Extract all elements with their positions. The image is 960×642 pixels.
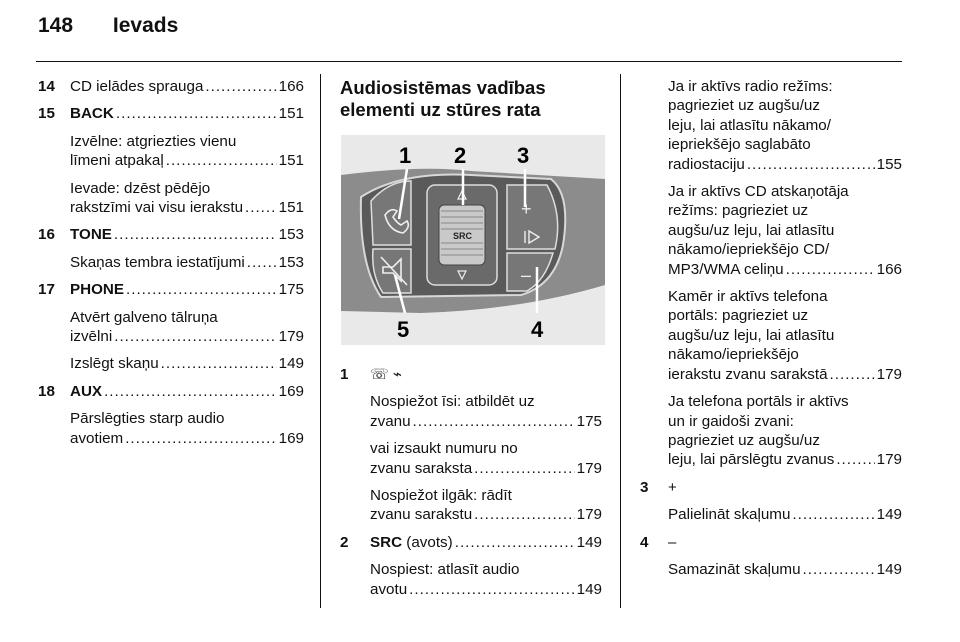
entry-line: [668, 450, 902, 469]
entry-text: [370, 505, 472, 524]
entry-keyword: SRC: [370, 533, 403, 551]
entry-line: [70, 179, 304, 198]
page-reference: 179: [876, 365, 902, 383]
index-entry: [38, 132, 304, 171]
leader-dots: [474, 459, 575, 478]
entry-line: [668, 306, 902, 325]
heading-line-2: elementi uz stūres rata: [340, 99, 541, 120]
page-reference: 179: [576, 506, 602, 524]
entry-label: ierakstu zvanu sarakstā: [668, 365, 828, 383]
entry-label: un ir gaidoši zvani:: [668, 412, 794, 430]
entry-text: [370, 459, 472, 478]
index-entry: [640, 392, 902, 470]
entry-line: [70, 308, 304, 327]
entry-label: vai izsaukt numuru no: [370, 440, 518, 458]
entry-label: CD ielādes sprauga: [70, 78, 204, 95]
leader-dots: [114, 225, 277, 244]
header-rule: [36, 61, 902, 62]
entry-label: Nospiest: atlasīt audio: [370, 561, 520, 579]
entry-line: [668, 365, 902, 384]
leader-dots: [836, 450, 874, 469]
leader-dots: [409, 580, 575, 599]
page-reference: 179: [576, 459, 602, 477]
entry-label: radiostaciju: [668, 155, 745, 173]
entry-label: augšu/uz leju, lai atlasītu: [668, 221, 835, 239]
entry-line: [668, 431, 902, 450]
entry-text: [668, 201, 808, 220]
leader-dots: [104, 382, 277, 401]
entry-label: Nospiežot ilgāk: rādīt: [370, 487, 512, 505]
page-reference: 151: [278, 105, 304, 123]
index-entry: [38, 280, 304, 299]
entry-text: [668, 96, 820, 115]
page-reference: 153: [278, 253, 304, 271]
volume-up-button: [507, 185, 558, 249]
column-divider-left: [320, 74, 321, 608]
entry-text: [370, 392, 535, 411]
src-label: SRC: [453, 231, 473, 241]
entry-text: [668, 392, 849, 411]
entry-line: [668, 182, 902, 201]
entry-label: zvanu saraksta: [370, 459, 473, 477]
entry-label: MP3/WMA celiņu: [668, 260, 784, 278]
leader-dots: [116, 104, 277, 123]
entry-text: [668, 412, 794, 431]
page-reference: 149: [576, 533, 602, 551]
entry-line: [668, 96, 902, 115]
mute-button: [373, 249, 411, 293]
leader-dots: [747, 155, 875, 174]
entry-line: [70, 225, 304, 244]
entry-line: [70, 198, 304, 217]
page-reference: 169: [278, 429, 304, 447]
leader-dots: [474, 505, 575, 524]
index-entry: [340, 392, 602, 431]
page-reference: 153: [278, 226, 304, 244]
page-title: Ievads: [112, 14, 179, 37]
page-reference: 179: [278, 328, 304, 346]
steering-wheel-controls-figure: [341, 135, 605, 345]
page-reference: 175: [576, 412, 602, 430]
entry-label: nākamo/iepriekšējo CD/: [668, 241, 830, 259]
index-entry: [640, 505, 902, 524]
entry-text: [70, 308, 218, 327]
page-reference: 155: [876, 155, 902, 173]
page-header: [38, 14, 178, 38]
leader-dots: [803, 560, 875, 579]
entry-text: [70, 104, 114, 123]
entry-line: [668, 412, 902, 431]
entry-text: [668, 326, 834, 345]
section-heading: [340, 77, 602, 121]
entry-number: 4: [640, 533, 649, 551]
entry-label: izvēlni: [70, 328, 113, 346]
index-entry: [38, 104, 304, 123]
index-entry: [38, 308, 304, 347]
column-2: [340, 77, 602, 599]
entry-text: [70, 179, 210, 198]
entry-line: [668, 201, 902, 220]
entry-line: [70, 382, 304, 401]
entry-text: [70, 429, 123, 448]
entry-line: [70, 151, 304, 170]
entry-text: [370, 533, 453, 552]
column-1: [38, 77, 304, 448]
index-entry: [38, 354, 304, 373]
entry-number: 14: [38, 78, 55, 95]
entry-keyword: PHONE: [70, 281, 125, 299]
entry-line: [70, 104, 304, 123]
entry-line: [70, 77, 304, 96]
entry-line: [370, 439, 602, 458]
entry-text: [70, 409, 225, 428]
entry-line: [668, 155, 902, 174]
entry-text: [370, 580, 407, 599]
callout-2: 2: [454, 143, 467, 168]
index-entry: [340, 560, 602, 599]
entry-text: [668, 155, 745, 174]
entry-label: Palielināt skaļumu: [668, 506, 791, 524]
entry-text: [668, 221, 834, 240]
entry-line: [70, 429, 304, 448]
plus-icon: +: [521, 199, 532, 219]
column-divider-right: [620, 74, 621, 608]
leader-dots: [126, 280, 277, 299]
page-reference: 149: [278, 355, 304, 373]
index-entry: [38, 409, 304, 448]
entry-label: Izvēlne: atgriezties vienu: [70, 132, 237, 150]
entry-text: [668, 345, 799, 364]
entry-label: rakstzīmi vai visu ierakstu: [70, 199, 244, 217]
entry-number: 15: [38, 105, 55, 123]
leader-dots: [245, 198, 277, 217]
entry-line: [668, 560, 902, 579]
entry-line: [370, 560, 602, 579]
entry-symbol: +: [668, 478, 677, 496]
entry-text: [70, 354, 159, 373]
entry-label: Pārslēgties starp audio: [70, 410, 225, 428]
entry-text: [70, 198, 243, 217]
entry-text: [370, 486, 512, 505]
entry-line: [668, 260, 902, 279]
leader-dots: [161, 354, 277, 373]
leader-dots: [786, 260, 875, 279]
entry-line: [668, 326, 902, 345]
entry-line: [70, 354, 304, 373]
entry-line: [370, 505, 602, 524]
leader-dots: [125, 429, 276, 448]
entry-text: [70, 327, 112, 346]
entry-line: [668, 77, 902, 96]
entry-label: režīms: pagrieziet uz: [668, 202, 809, 220]
entry-text: [668, 260, 784, 279]
entry-label: Atvērt galveno tālruņa: [70, 308, 218, 326]
entry-label: Ja telefona portāls ir aktīvs: [668, 393, 849, 411]
entry-line: [668, 287, 902, 306]
entry-line: [668, 221, 902, 240]
entry-text: [668, 287, 828, 306]
entry-line: [668, 392, 902, 411]
leader-dots: [205, 77, 276, 96]
entry-label: augšu/uz leju, lai atlasītu: [668, 326, 835, 344]
index-entry: [640, 287, 902, 384]
entry-text: [70, 77, 203, 96]
entry-line: [70, 327, 304, 346]
entry-label: pagrieziet uz augšu/uz: [668, 431, 820, 449]
index-entry: [38, 225, 304, 244]
entry-number: 1: [340, 366, 349, 383]
entry-line: [370, 459, 602, 478]
entry-text: [70, 280, 124, 299]
entry-label: Ievade: dzēst pēdējo: [70, 179, 211, 197]
entry-number: 16: [38, 226, 55, 244]
entry-keyword: BACK: [70, 105, 114, 123]
entry-line: [668, 505, 902, 524]
entry-line: [70, 253, 304, 272]
entry-text: [668, 560, 801, 579]
callout-1: 1: [399, 143, 412, 168]
callout-5: 5: [397, 317, 410, 342]
index-entry: [340, 439, 602, 478]
entry-text: [70, 132, 236, 151]
entry-label: portāls: pagrieziet uz: [668, 307, 809, 325]
entry-label: Skaņas tembra iestatījumi: [70, 253, 245, 271]
column-2-entries: [340, 365, 602, 599]
entry-text: [668, 116, 831, 135]
entry-label: zvanu sarakstu: [370, 506, 473, 524]
entry-label: nākamo/iepriekšējo: [668, 346, 799, 364]
leader-dots: [166, 151, 277, 170]
entry-text: [668, 505, 790, 524]
entry-line: [70, 132, 304, 151]
entry-label: pagrieziet uz augšu/uz: [668, 97, 820, 115]
entry-text: [70, 151, 164, 170]
entry-label: iepriekšējo saglabāto: [668, 136, 811, 154]
entry-text: [668, 450, 834, 469]
index-entry: [340, 486, 602, 525]
entry-text: [668, 77, 833, 96]
page-reference: 151: [278, 199, 304, 217]
callout-3: 3: [517, 143, 530, 168]
entry-label: Kamēr ir aktīvs telefona: [668, 288, 828, 306]
entry-line: [370, 580, 602, 599]
leader-dots: [792, 505, 874, 524]
entry-text: [370, 560, 519, 579]
page-reference: 149: [876, 506, 902, 524]
entry-text: [668, 240, 829, 259]
entry-label: Ja ir aktīvs CD atskaņotāja: [668, 183, 849, 201]
entry-label: leju, lai pārslēgtu zvanus: [668, 451, 835, 469]
entry-text: [70, 253, 245, 272]
entry-number: 2: [340, 533, 349, 551]
leader-dots: [455, 533, 575, 552]
entry-label: leju, lai atlasītu nākamo/: [668, 116, 831, 134]
entry-line: [70, 409, 304, 428]
entry-text: [668, 306, 808, 325]
entry-number: 18: [38, 382, 55, 400]
entry-label: Nospiežot īsi: atbildēt uz: [370, 393, 535, 411]
leader-dots: [413, 412, 575, 431]
entry-label: līmeni atpakaļ: [70, 152, 164, 170]
index-entry: [38, 382, 304, 401]
entry-text: [70, 382, 102, 401]
entry-text: [668, 182, 849, 201]
entry-number: 3: [640, 478, 649, 496]
entry-line: [370, 533, 602, 552]
entry-label: Samazināt skaļumu: [668, 560, 801, 578]
entry-text: [668, 135, 811, 154]
index-entry: [640, 182, 902, 279]
entry-line: [370, 392, 602, 411]
heading-line-1: Audiosistēmas vadības: [340, 77, 546, 98]
entry-symbol: ☏ ⌁: [370, 366, 402, 383]
index-entry: [640, 533, 902, 552]
leader-dots: [247, 253, 277, 272]
index-entry: [340, 533, 602, 552]
entry-line: [668, 345, 902, 364]
callout-4: 4: [531, 317, 544, 342]
leader-dots: [114, 327, 276, 346]
page-reference: 149: [576, 580, 602, 598]
entry-line: [668, 240, 902, 259]
page-reference: 175: [278, 281, 304, 299]
entry-label: Izslēgt skaņu: [70, 355, 159, 373]
entry-keyword: AUX: [70, 382, 103, 400]
entry-line: [668, 116, 902, 135]
entry-label: (avots): [402, 533, 453, 551]
index-entry: [38, 253, 304, 272]
entry-symbol: –: [668, 533, 677, 551]
entry-label: Ja ir aktīvs radio režīms:: [668, 78, 833, 95]
entry-line: [668, 135, 902, 154]
entry-label: zvanu: [370, 412, 411, 430]
index-entry: [38, 77, 304, 96]
page-reference: 149: [876, 560, 902, 578]
column-3: [640, 77, 902, 579]
index-entry: [38, 179, 304, 218]
entry-text: [370, 439, 518, 458]
leader-dots: [830, 365, 875, 384]
entry-line: [370, 412, 602, 431]
entry-text: [70, 225, 112, 244]
page-reference: 169: [278, 382, 304, 400]
entry-text: [668, 365, 828, 384]
minus-icon: –: [521, 265, 532, 285]
entry-label: avotiem: [70, 429, 124, 447]
entry-text: [668, 431, 820, 450]
index-entry: [640, 478, 902, 497]
entry-text: [370, 412, 411, 431]
page-reference: 166: [876, 260, 902, 278]
page-reference: 179: [876, 451, 902, 469]
index-entry: [640, 77, 902, 174]
entry-line: [70, 280, 304, 299]
index-entry: [640, 560, 902, 579]
page-reference: 151: [278, 152, 304, 170]
entry-line: [370, 486, 602, 505]
index-entry: [340, 365, 602, 384]
page-number: 148: [38, 14, 74, 37]
entry-keyword: TONE: [70, 226, 112, 244]
page-reference: 166: [278, 78, 304, 95]
entry-number: 17: [38, 281, 55, 299]
entry-label: avotu: [370, 580, 408, 598]
